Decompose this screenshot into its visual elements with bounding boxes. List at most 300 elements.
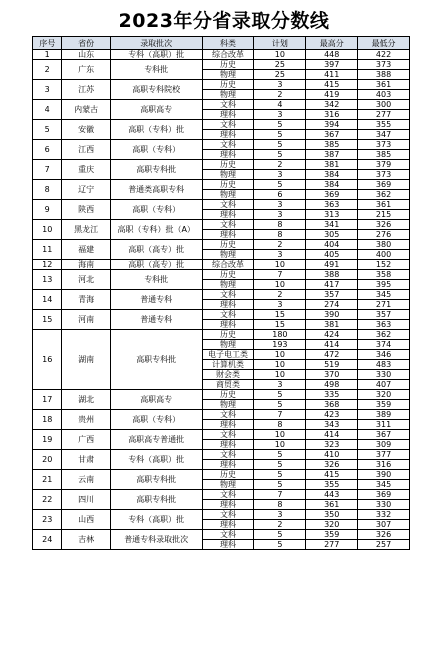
cell-no: 1: [33, 50, 62, 60]
cell-plan: 5: [254, 130, 306, 140]
cell-plan: 3: [254, 80, 306, 90]
cell-plan: 10: [254, 260, 306, 270]
cell-plan: 8: [254, 230, 306, 240]
cell-no: 21: [33, 470, 62, 490]
cell-plan: 5: [254, 400, 306, 410]
cell-min-score: 380: [358, 240, 410, 250]
cell-no: 22: [33, 490, 62, 510]
cell-subject: 商贸类: [202, 380, 254, 390]
cell-province: 云南: [62, 470, 110, 490]
cell-no: 12: [33, 260, 62, 270]
cell-subject: 物理: [202, 90, 254, 100]
cell-max-score: 363: [306, 200, 358, 210]
cell-min-score: 326: [358, 530, 410, 540]
cell-province: 四川: [62, 490, 110, 510]
cell-subject: 文科: [202, 290, 254, 300]
cell-province: 甘肃: [62, 450, 110, 470]
cell-plan: 2: [254, 160, 306, 170]
table-row: [33, 330, 410, 340]
cell-subject: 理科: [202, 230, 254, 240]
cell-province: 重庆: [62, 160, 110, 180]
cell-max-score: 417: [306, 280, 358, 290]
table-row: [33, 430, 410, 440]
cell-plan: 8: [254, 220, 306, 230]
cell-plan: 5: [254, 180, 306, 190]
cell-subject: 理科: [202, 150, 254, 160]
cell-plan: 5: [254, 480, 306, 490]
cell-max-score: 326: [306, 460, 358, 470]
cell-plan: 180: [254, 330, 306, 340]
cell-min-score: 362: [358, 190, 410, 200]
cell-plan: 3: [254, 170, 306, 180]
cell-min-score: 400: [358, 250, 410, 260]
cell-min-score: 389: [358, 410, 410, 420]
table-row: [33, 120, 410, 130]
cell-subject: 物理: [202, 400, 254, 410]
cell-plan: 3: [254, 200, 306, 210]
cell-province: 陕西: [62, 200, 110, 220]
cell-subject: 文科: [202, 530, 254, 540]
cell-plan: 3: [254, 250, 306, 260]
cell-subject: 理科: [202, 460, 254, 470]
cell-subject: 理科: [202, 320, 254, 330]
cell-province: 贵州: [62, 410, 110, 430]
table-row: [33, 470, 410, 480]
cell-max-score: 384: [306, 170, 358, 180]
cell-province: 河南: [62, 310, 110, 330]
header-max-score: 最高分: [306, 37, 358, 50]
cell-subject: 理科: [202, 540, 254, 550]
cell-max-score: 316: [306, 110, 358, 120]
cell-max-score: 424: [306, 330, 358, 340]
cell-min-score: 359: [358, 400, 410, 410]
cell-plan: 2: [254, 520, 306, 530]
cell-min-score: 358: [358, 270, 410, 280]
cell-max-score: 350: [306, 510, 358, 520]
cell-province: 广东: [62, 60, 110, 80]
cell-batch: 高职（专科）: [110, 200, 202, 220]
header-min-score: 最低分: [358, 37, 410, 50]
cell-province: 辽宁: [62, 180, 110, 200]
cell-subject: 文科: [202, 200, 254, 210]
cell-province: 海南: [62, 260, 110, 270]
cell-max-score: 357: [306, 290, 358, 300]
cell-min-score: 390: [358, 470, 410, 480]
cell-plan: 3: [254, 210, 306, 220]
cell-plan: 10: [254, 280, 306, 290]
cell-max-score: 385: [306, 140, 358, 150]
cell-no: 15: [33, 310, 62, 330]
cell-no: 5: [33, 120, 62, 140]
cell-plan: 10: [254, 350, 306, 360]
cell-min-score: 361: [358, 200, 410, 210]
table-row: [33, 490, 410, 500]
cell-no: 6: [33, 140, 62, 160]
cell-max-score: 343: [306, 420, 358, 430]
cell-plan: 5: [254, 470, 306, 480]
cell-plan: 15: [254, 320, 306, 330]
table-row: [33, 310, 410, 320]
cell-no: 4: [33, 100, 62, 120]
cell-subject: 财会类: [202, 370, 254, 380]
cell-plan: 25: [254, 70, 306, 80]
table-row: [33, 260, 410, 270]
cell-subject: 理科: [202, 300, 254, 310]
cell-max-score: 397: [306, 60, 358, 70]
cell-subject: 理科: [202, 210, 254, 220]
cell-min-score: 363: [358, 320, 410, 330]
table-row: [33, 80, 410, 90]
cell-batch: 普通专科录取批次: [110, 530, 202, 550]
cell-min-score: 362: [358, 330, 410, 340]
cell-min-score: 276: [358, 230, 410, 240]
cell-min-score: 345: [358, 480, 410, 490]
cell-plan: 5: [254, 390, 306, 400]
cell-subject: 文科: [202, 490, 254, 500]
cell-max-score: 387: [306, 150, 358, 160]
cell-min-score: 346: [358, 350, 410, 360]
cell-province: 广西: [62, 430, 110, 450]
cell-subject: 文科: [202, 120, 254, 130]
cell-batch: 高职专科批: [110, 470, 202, 490]
cell-no: 24: [33, 530, 62, 550]
cell-plan: 3: [254, 110, 306, 120]
cell-no: 9: [33, 200, 62, 220]
cell-batch: 高职专科批: [110, 490, 202, 510]
cell-plan: 5: [254, 120, 306, 130]
cell-no: 16: [33, 330, 62, 390]
cell-max-score: 390: [306, 310, 358, 320]
cell-batch: 高职高专: [110, 100, 202, 120]
cell-subject: 综合改革: [202, 260, 254, 270]
cell-min-score: 422: [358, 50, 410, 60]
cell-min-score: 320: [358, 390, 410, 400]
cell-no: 3: [33, 80, 62, 100]
cell-max-score: 305: [306, 230, 358, 240]
cell-batch: 专科批: [110, 60, 202, 80]
cell-plan: 4: [254, 100, 306, 110]
cell-plan: 10: [254, 360, 306, 370]
cell-no: 20: [33, 450, 62, 470]
cell-batch: 高职（专科）批: [110, 120, 202, 140]
cell-max-score: 355: [306, 480, 358, 490]
table-row: [33, 200, 410, 210]
cell-no: 14: [33, 290, 62, 310]
cell-batch: 高职（专科）: [110, 410, 202, 430]
cell-max-score: 342: [306, 100, 358, 110]
cell-batch: 普通专科: [110, 310, 202, 330]
cell-plan: 5: [254, 540, 306, 550]
cell-plan: 5: [254, 530, 306, 540]
cell-min-score: 361: [358, 80, 410, 90]
cell-batch: 高职专科院校: [110, 80, 202, 100]
cell-batch: 普通类高职专科: [110, 180, 202, 200]
cell-province: 黑龙江: [62, 220, 110, 240]
cell-min-score: 403: [358, 90, 410, 100]
cell-subject: 历史: [202, 160, 254, 170]
cell-no: 18: [33, 410, 62, 430]
table-row: [33, 450, 410, 460]
cell-subject: 理科: [202, 500, 254, 510]
cell-min-score: 311: [358, 420, 410, 430]
cell-max-score: 410: [306, 450, 358, 460]
cell-max-score: 335: [306, 390, 358, 400]
cell-province: 山东: [62, 50, 110, 60]
table-row: [33, 410, 410, 420]
cell-max-score: 405: [306, 250, 358, 260]
cell-max-score: 415: [306, 80, 358, 90]
cell-plan: 5: [254, 460, 306, 470]
table-row: [33, 180, 410, 190]
cell-min-score: 300: [358, 100, 410, 110]
cell-plan: 2: [254, 290, 306, 300]
cell-no: 11: [33, 240, 62, 260]
cell-max-score: 369: [306, 190, 358, 200]
cell-plan: 10: [254, 50, 306, 60]
cell-max-score: 313: [306, 210, 358, 220]
cell-subject: 物理: [202, 250, 254, 260]
cell-subject: 历史: [202, 330, 254, 340]
cell-province: 湖北: [62, 390, 110, 410]
cell-max-score: 472: [306, 350, 358, 360]
cell-province: 福建: [62, 240, 110, 260]
table-row: [33, 60, 410, 70]
cell-province: 山西: [62, 510, 110, 530]
cell-subject: 综合改革: [202, 50, 254, 60]
cell-min-score: 379: [358, 160, 410, 170]
cell-plan: 2: [254, 90, 306, 100]
cell-max-score: 411: [306, 70, 358, 80]
cell-subject: 物理: [202, 480, 254, 490]
cell-province: 湖南: [62, 330, 110, 390]
table-row: [33, 530, 410, 540]
cell-min-score: 332: [358, 510, 410, 520]
cell-subject: 电子电工类: [202, 350, 254, 360]
cell-subject: 文科: [202, 220, 254, 230]
cell-max-score: 367: [306, 130, 358, 140]
cell-subject: 理科: [202, 130, 254, 140]
cell-max-score: 277: [306, 540, 358, 550]
cell-subject: 理科: [202, 420, 254, 430]
cell-min-score: 373: [358, 60, 410, 70]
cell-batch: 高职高专: [110, 390, 202, 410]
table-row: [33, 290, 410, 300]
table-row: [33, 50, 410, 60]
cell-subject: 理科: [202, 440, 254, 450]
cell-min-score: 330: [358, 370, 410, 380]
cell-no: 19: [33, 430, 62, 450]
cell-subject: 物理: [202, 340, 254, 350]
cell-subject: 文科: [202, 310, 254, 320]
cell-no: 2: [33, 60, 62, 80]
cell-batch: 专科（高职）批: [110, 50, 202, 60]
table-row: [33, 140, 410, 150]
cell-max-score: 323: [306, 440, 358, 450]
cell-max-score: 394: [306, 120, 358, 130]
cell-province: 河北: [62, 270, 110, 290]
table-row: [33, 100, 410, 110]
cell-min-score: 395: [358, 280, 410, 290]
cell-max-score: 359: [306, 530, 358, 540]
cell-subject: 物理: [202, 170, 254, 180]
header-no: 序号: [33, 37, 62, 50]
cell-min-score: 385: [358, 150, 410, 160]
table-header-row: [33, 37, 410, 50]
cell-province: 江苏: [62, 80, 110, 100]
cell-max-score: 519: [306, 360, 358, 370]
cell-plan: 2: [254, 240, 306, 250]
cell-batch: 高职高专普通批: [110, 430, 202, 450]
cell-subject: 文科: [202, 140, 254, 150]
cell-plan: 5: [254, 140, 306, 150]
cell-plan: 3: [254, 380, 306, 390]
cell-plan: 25: [254, 60, 306, 70]
cell-min-score: 373: [358, 140, 410, 150]
cell-max-score: 448: [306, 50, 358, 60]
cell-plan: 7: [254, 410, 306, 420]
header-plan: 计划: [254, 37, 306, 50]
cell-min-score: 257: [358, 540, 410, 550]
cell-subject: 文科: [202, 450, 254, 460]
cell-batch: 普通专科: [110, 290, 202, 310]
cell-plan: 10: [254, 430, 306, 440]
cell-plan: 7: [254, 490, 306, 500]
cell-min-score: 277: [358, 110, 410, 120]
cell-min-score: 357: [358, 310, 410, 320]
cell-batch: 高职专科批: [110, 330, 202, 390]
cell-plan: 8: [254, 420, 306, 430]
cell-no: 17: [33, 390, 62, 410]
cell-min-score: 367: [358, 430, 410, 440]
header-province: 省份: [62, 37, 110, 50]
cell-min-score: 377: [358, 450, 410, 460]
table-row: [33, 510, 410, 520]
cell-province: 安徽: [62, 120, 110, 140]
page-title: 2023年分省录取分数线: [118, 10, 330, 32]
cell-plan: 10: [254, 440, 306, 450]
cell-max-score: 419: [306, 90, 358, 100]
cell-max-score: 274: [306, 300, 358, 310]
cell-max-score: 443: [306, 490, 358, 500]
cell-batch: 高职（专科）批（A）: [110, 220, 202, 240]
cell-plan: 6: [254, 190, 306, 200]
cell-max-score: 491: [306, 260, 358, 270]
cell-province: 江西: [62, 140, 110, 160]
cell-max-score: 384: [306, 180, 358, 190]
cell-batch: 专科（高职）批: [110, 450, 202, 470]
cell-max-score: 381: [306, 320, 358, 330]
cell-subject: 文科: [202, 100, 254, 110]
table-row: [33, 270, 410, 280]
cell-min-score: 215: [358, 210, 410, 220]
admission-score-table: [32, 36, 410, 550]
cell-plan: 8: [254, 500, 306, 510]
cell-min-score: 355: [358, 120, 410, 130]
cell-min-score: 347: [358, 130, 410, 140]
cell-max-score: 381: [306, 160, 358, 170]
cell-max-score: 414: [306, 430, 358, 440]
cell-plan: 7: [254, 270, 306, 280]
cell-subject: 历史: [202, 470, 254, 480]
cell-batch: 高职专科批: [110, 160, 202, 180]
cell-subject: 计算机类: [202, 360, 254, 370]
cell-subject: 文科: [202, 430, 254, 440]
cell-subject: 物理: [202, 280, 254, 290]
cell-no: 13: [33, 270, 62, 290]
cell-min-score: 374: [358, 340, 410, 350]
cell-max-score: 388: [306, 270, 358, 280]
cell-subject: 文科: [202, 410, 254, 420]
header-subject: 科类: [202, 37, 254, 50]
cell-min-score: 369: [358, 180, 410, 190]
cell-min-score: 271: [358, 300, 410, 310]
cell-min-score: 373: [358, 170, 410, 180]
cell-min-score: 345: [358, 290, 410, 300]
cell-min-score: 316: [358, 460, 410, 470]
table-row: [33, 240, 410, 250]
cell-batch: 高职（专科）: [110, 140, 202, 160]
cell-max-score: 498: [306, 380, 358, 390]
cell-province: 青海: [62, 290, 110, 310]
cell-plan: 193: [254, 340, 306, 350]
cell-min-score: 330: [358, 500, 410, 510]
cell-max-score: 415: [306, 470, 358, 480]
cell-batch: 高职（高专）批: [110, 260, 202, 270]
cell-batch: 高职（高专）批: [110, 240, 202, 260]
cell-subject: 历史: [202, 180, 254, 190]
cell-max-score: 370: [306, 370, 358, 380]
cell-plan: 5: [254, 450, 306, 460]
cell-subject: 物理: [202, 70, 254, 80]
cell-no: 8: [33, 180, 62, 200]
cell-max-score: 423: [306, 410, 358, 420]
table-row: [33, 220, 410, 230]
cell-min-score: 483: [358, 360, 410, 370]
cell-subject: 理科: [202, 520, 254, 530]
cell-subject: 理科: [202, 110, 254, 120]
cell-subject: 历史: [202, 80, 254, 90]
cell-subject: 历史: [202, 270, 254, 280]
cell-no: 23: [33, 510, 62, 530]
cell-batch: 专科批: [110, 270, 202, 290]
cell-min-score: 152: [358, 260, 410, 270]
cell-plan: 3: [254, 510, 306, 520]
cell-subject: 历史: [202, 390, 254, 400]
cell-min-score: 309: [358, 440, 410, 450]
cell-province: 吉林: [62, 530, 110, 550]
cell-plan: 10: [254, 370, 306, 380]
cell-max-score: 361: [306, 500, 358, 510]
table-row: [33, 160, 410, 170]
cell-no: 7: [33, 160, 62, 180]
cell-max-score: 320: [306, 520, 358, 530]
cell-max-score: 368: [306, 400, 358, 410]
cell-min-score: 326: [358, 220, 410, 230]
table-row: [33, 390, 410, 400]
cell-max-score: 341: [306, 220, 358, 230]
header-batch: 录取批次: [110, 37, 202, 50]
cell-min-score: 307: [358, 520, 410, 530]
cell-plan: 15: [254, 310, 306, 320]
cell-subject: 文科: [202, 510, 254, 520]
cell-batch: 专科（高职）批: [110, 510, 202, 530]
cell-plan: 3: [254, 300, 306, 310]
cell-min-score: 407: [358, 380, 410, 390]
cell-subject: 物理: [202, 190, 254, 200]
cell-subject: 历史: [202, 240, 254, 250]
cell-max-score: 404: [306, 240, 358, 250]
cell-max-score: 414: [306, 340, 358, 350]
